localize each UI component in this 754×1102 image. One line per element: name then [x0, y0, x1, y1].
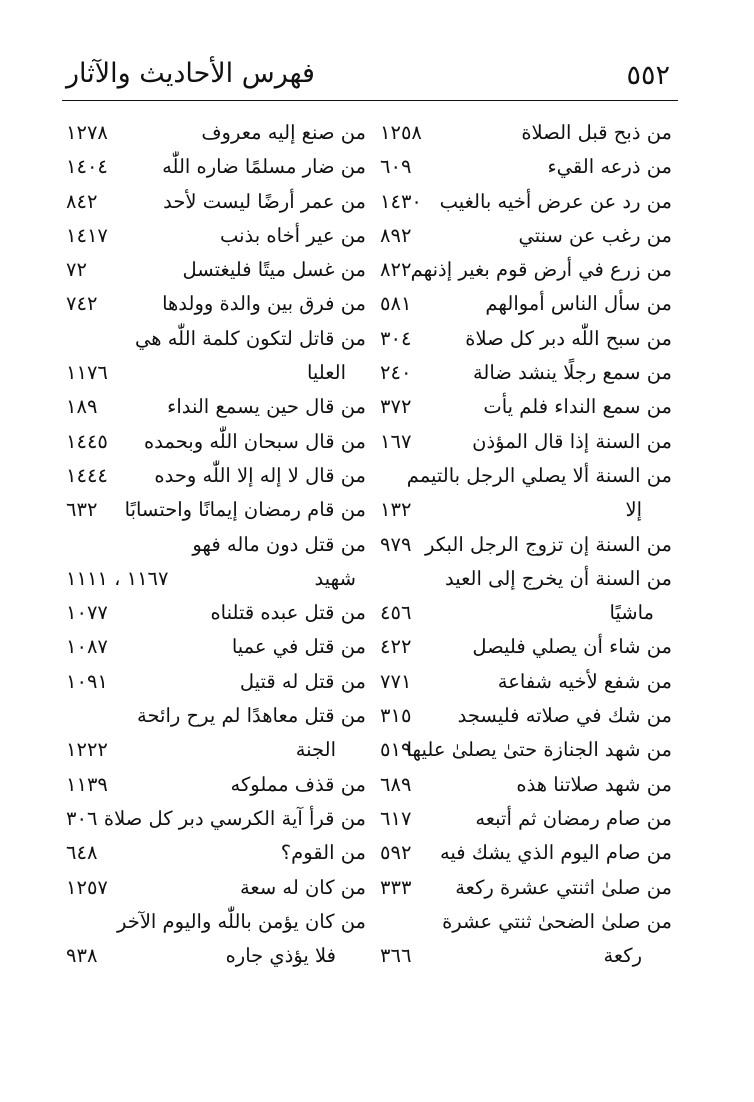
entry-text: إلا [625, 498, 642, 522]
index-entry [380, 253, 672, 287]
entry-text: من قام رمضان إيمانًا واحتسابًا [124, 498, 366, 522]
entry-number: ١٤١٧ [66, 223, 108, 247]
entry-number: ٦٠٩ [380, 155, 412, 179]
entry-number: ٦٨٩ [380, 772, 412, 796]
entry-number: ٨٢٢ [380, 258, 412, 282]
entry-number: ٣٣٣ [380, 875, 412, 899]
entry-text: من السنة ألا يصلي الرجل بالتيمم [406, 463, 672, 487]
index-entry [66, 768, 366, 802]
entry-text: من قتل له قتيل [239, 669, 366, 693]
entry-text: من السنة أن يخرج إلى العيد [445, 566, 672, 590]
index-entry [380, 116, 672, 150]
entry-number: ٢٤٠ [380, 361, 412, 385]
entry-number: ١٠٨٧ [66, 635, 108, 659]
entry-text: من قال حين يسمع النداء [167, 395, 366, 419]
entry-text: من سمع رجلًا ينشد ضالة [472, 361, 672, 385]
entry-text: الجنة [295, 738, 336, 762]
entry-number: ٨٤٢ [66, 189, 98, 213]
entry-text: من قرأ آية الكرسي دبر كل صلاة [103, 806, 366, 830]
entry-number: ١٢٢٢ [66, 738, 108, 762]
index-entry [380, 185, 672, 219]
entry-text: من القوم؟ [280, 841, 366, 865]
entry-text: من شهد صلاتنا هذه [516, 772, 672, 796]
entry-number: ٦١٧ [380, 806, 412, 830]
index-entry [380, 219, 672, 253]
index-entry [380, 459, 672, 493]
entry-text: من قال سبحان اللّٰه وبحمده [143, 429, 366, 453]
index-entry [66, 425, 366, 459]
entry-number: ٧٤٢ [66, 292, 98, 316]
entry-text: من ذبح قبل الصلاة [521, 121, 672, 144]
page-number: ٥٥٢ [626, 60, 670, 91]
entry-number: ١٢٥٨ [380, 121, 422, 144]
index-entry [380, 390, 672, 424]
index-entry [380, 905, 672, 939]
entry-text: فلا يؤذي جاره [225, 944, 336, 968]
entry-number: ٥٩٢ [380, 841, 412, 865]
entry-number: ٩٧٩ [380, 532, 412, 556]
entry-text: من شك في صلاته فليسجد [457, 704, 672, 728]
entry-number: ١١٦٧ ، ١١١١ [66, 566, 169, 590]
index-entry [380, 562, 672, 596]
entry-number: ١٦٧ [380, 429, 412, 453]
entry-text: من كان له سعة [239, 875, 366, 899]
index-entry [66, 356, 366, 390]
entry-text: من غسل ميتًا فليغتسل [182, 258, 366, 282]
index-entry [380, 939, 672, 973]
index-entry [66, 150, 366, 184]
index-entry [66, 390, 366, 424]
index-entry [380, 425, 672, 459]
index-entry [66, 219, 366, 253]
entry-number: ١٤٠٤ [66, 155, 108, 179]
index-entry [66, 528, 366, 562]
index-entry [380, 630, 672, 664]
index-entry [380, 150, 672, 184]
index-entry [66, 116, 366, 150]
index-entry [380, 322, 672, 356]
entry-text: شهيد [314, 566, 356, 590]
entry-text: من السنة إذا قال المؤذن [472, 429, 672, 453]
entry-text: من شفع لأخيه شفاعة [497, 669, 672, 693]
entry-text: ركعة [603, 944, 642, 968]
index-entry [66, 802, 366, 836]
entry-number: ٣٦٦ [380, 944, 412, 968]
index-entry [380, 699, 672, 733]
index-entry [66, 836, 366, 870]
entry-text: من صلىٰ الضحىٰ ثنتي عشرة [442, 909, 672, 933]
index-entry [380, 733, 672, 767]
entry-text: من صام رمضان ثم أتبعه [475, 806, 672, 830]
entry-text: من قتل في عميا [231, 635, 366, 659]
index-entry [380, 665, 672, 699]
index-entry [66, 185, 366, 219]
entry-number: ٧٢ [66, 258, 87, 282]
entry-number: ٥١٩ [380, 738, 412, 762]
entry-number: ٤٥٦ [380, 601, 412, 625]
entry-text: من سأل الناس أموالهم [485, 292, 672, 316]
entry-text: من قتل دون ماله فهو [192, 532, 366, 556]
index-entry [66, 699, 366, 733]
index-entry [66, 871, 366, 905]
index-entry [380, 493, 672, 527]
entry-number: ١٤٤٥ [66, 429, 108, 453]
entry-number: ٣٧٢ [380, 395, 412, 419]
running-title: فهرس الأحاديث والآثار [66, 58, 315, 89]
entry-text: من قذف مملوكه [230, 772, 366, 796]
entry-text: من كان يؤمن باللّٰه واليوم الآخر [117, 909, 366, 933]
entry-number: ١٨٩ [66, 395, 98, 419]
page-header [62, 52, 678, 100]
entry-text: من زرع في أرض قوم بغير إذنهم [410, 258, 672, 282]
index-entry [380, 768, 672, 802]
index-entry [380, 596, 672, 630]
entry-text: من رد عن عرض أخيه بالغيب [439, 189, 672, 213]
index-entry [66, 287, 366, 321]
index-entry [380, 836, 672, 870]
entry-number: ٣٠٦ [66, 806, 98, 830]
entry-number: ١٢٧٨ [66, 121, 108, 144]
left-index-column [66, 116, 366, 973]
entry-number: ١١٧٦ [66, 361, 108, 385]
index-entry [380, 287, 672, 321]
header-rule [62, 100, 678, 101]
entry-text: من عمر أرضًا ليست لأحد [163, 189, 366, 213]
entry-text: من قتل معاهدًا لم يرح رائحة [137, 704, 366, 728]
index-entry [380, 802, 672, 836]
entry-number: ١٠٩١ [66, 669, 108, 693]
index-entry [66, 733, 366, 767]
index-entry [380, 871, 672, 905]
index-entry [66, 562, 366, 596]
entry-number: ٩٣٨ [66, 944, 98, 968]
entry-number: ١١٣٩ [66, 772, 108, 796]
entry-number: ١٤٣٠ [380, 189, 422, 213]
entry-number: ٥٨١ [380, 292, 412, 316]
entry-text: من سبح اللّٰه دبر كل صلاة [465, 326, 672, 350]
entry-text: من صلىٰ اثنتي عشرة ركعة [455, 875, 672, 899]
index-entry [66, 630, 366, 664]
index-entry [66, 253, 366, 287]
entry-text: من فرق بين والدة وولدها [162, 292, 366, 316]
entry-number: ١٤٤٤ [66, 463, 108, 487]
index-entry [66, 459, 366, 493]
entry-number: ٦٣٢ [66, 498, 98, 522]
entry-text: العليا [306, 361, 346, 385]
entry-text: من ذرعه القيء [547, 155, 672, 179]
right-index-column [380, 116, 672, 973]
entry-text: من صام اليوم الذي يشك فيه [439, 841, 672, 865]
index-entry [66, 322, 366, 356]
index-entry [66, 493, 366, 527]
entry-text: من صنع إليه معروف [201, 121, 366, 144]
entry-text: من السنة إن تزوج الرجل البكر [424, 532, 672, 556]
index-entry [66, 939, 366, 973]
entry-number: ٣١٥ [380, 704, 412, 728]
entry-text: من ضار مسلمًا ضاره اللّٰه [162, 155, 366, 179]
index-entry [380, 528, 672, 562]
entry-text: من سمع النداء فلم يأت [483, 395, 672, 419]
index-entry [66, 905, 366, 939]
entry-text: من قاتل لتكون كلمة اللّٰه هي [134, 326, 366, 350]
entry-number: ١٣٢ [380, 498, 412, 522]
index-entry [66, 665, 366, 699]
entry-number: ٧٧١ [380, 669, 412, 693]
entry-text: من شاء أن يصلي فليصل [472, 635, 672, 659]
entry-text: من قتل عبده قتلناه [210, 601, 366, 625]
entry-text: من شهد الجنازة حتىٰ يصلىٰ عليها [406, 738, 672, 762]
index-entry [66, 596, 366, 630]
entry-text: من قال لا إله إلا اللّٰه وحده [154, 463, 366, 487]
entry-number: ٣٠٤ [380, 326, 412, 350]
entry-text: ماشيًا [609, 601, 654, 625]
entry-text: من عير أخاه بذنب [219, 223, 366, 247]
entry-text: من رغب عن سنتي [518, 223, 672, 247]
entry-number: ٨٩٢ [380, 223, 412, 247]
entry-number: ٤٢٢ [380, 635, 412, 659]
index-entry [380, 356, 672, 390]
entry-number: ١٠٧٧ [66, 601, 108, 625]
entry-number: ١٢٥٧ [66, 875, 108, 899]
entry-number: ٦٤٨ [66, 841, 98, 865]
